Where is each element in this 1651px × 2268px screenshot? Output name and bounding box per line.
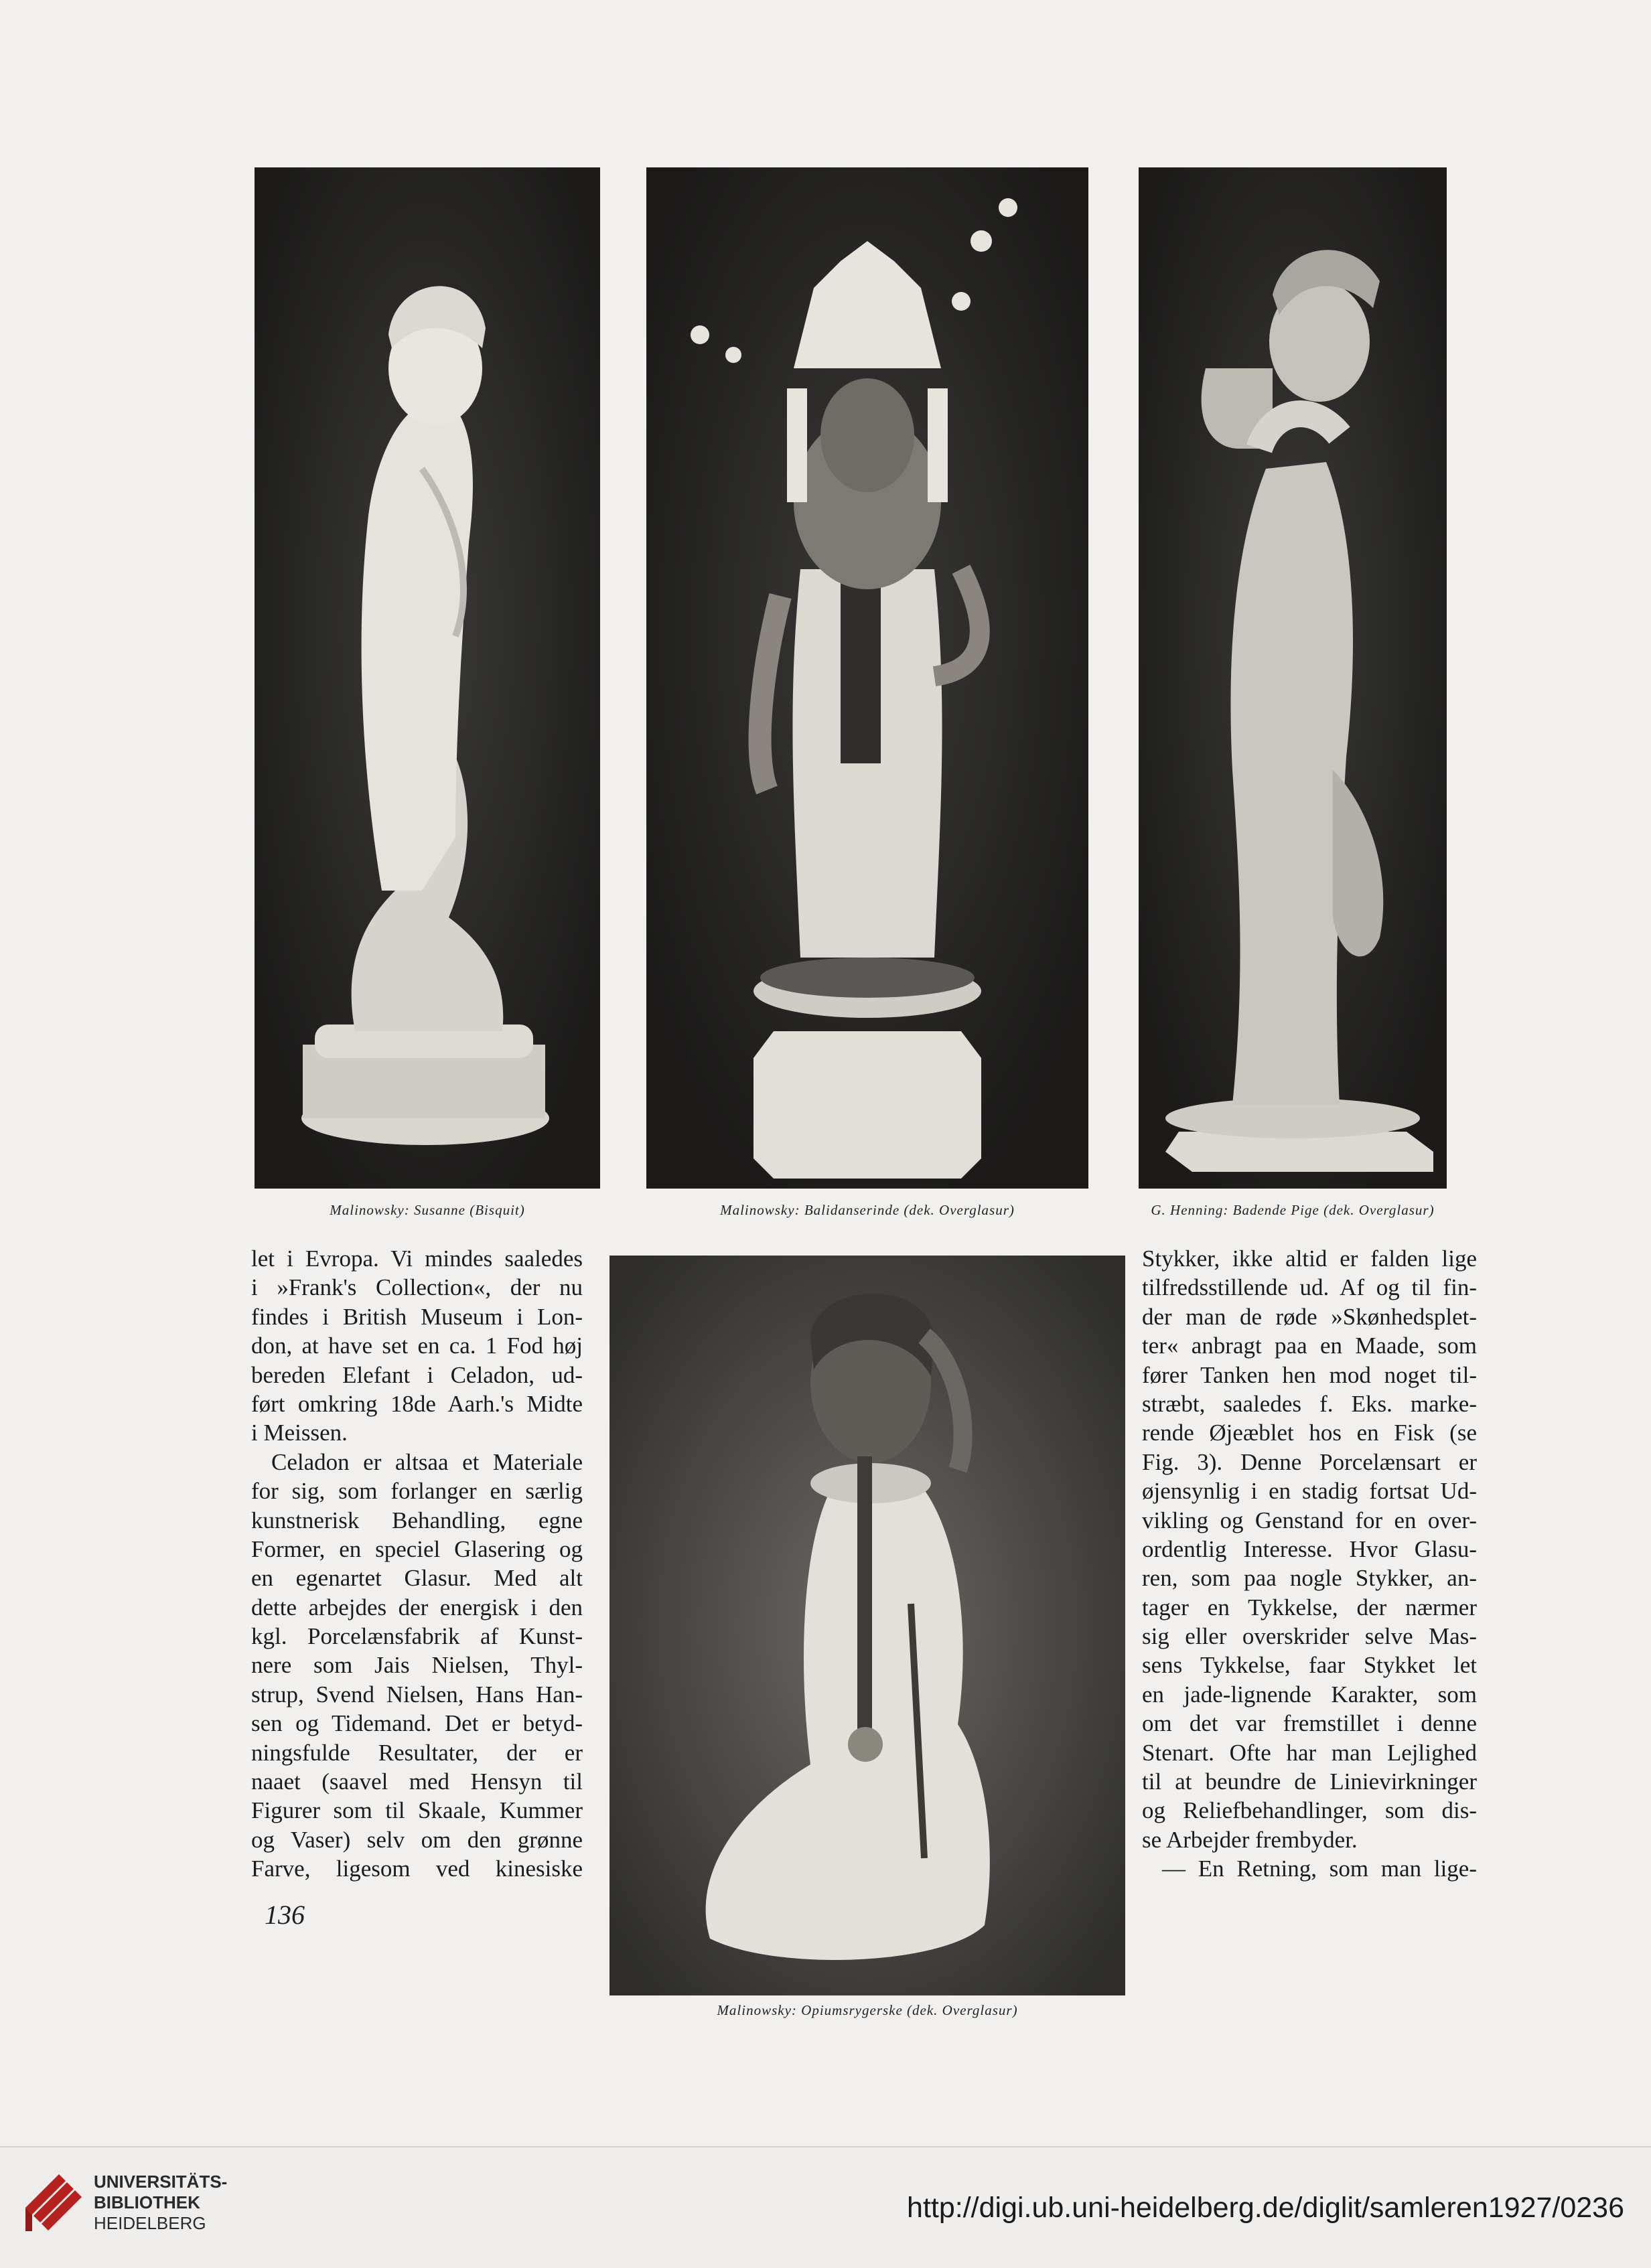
photo-badende-pige [1139, 167, 1447, 1189]
text-line: findes i British Museum i Lon- [251, 1303, 583, 1330]
text-line: en jade-lignende Karakter, som [1142, 1681, 1477, 1708]
text-line: Stykker, ikke altid er falden lige [1142, 1245, 1477, 1272]
right-paragraph-1 [1142, 1244, 1477, 1854]
caption-susanne: Malinowsky: Susanne (Bisquit) [330, 1202, 525, 1218]
library-name-line-1: UNIVERSITÄTS- [94, 2172, 228, 2192]
text-line: og Vaser) selv om den grønne [251, 1826, 583, 1853]
text-line: fører Tanken hen mod noget til- [1142, 1361, 1477, 1388]
text-line: kgl. Porcelænsfabrik af Kunst- [251, 1623, 583, 1650]
text-line: Former, en speciel Glasering og [251, 1535, 583, 1562]
text-line: ren, som paa nogle Stykker, an- [1142, 1565, 1477, 1592]
text-line: øjensynlig i en stadig fortsat Ud- [1142, 1478, 1477, 1505]
text-line: tager en Tykkelse, der nærmer [1142, 1594, 1477, 1620]
text-line: sen og Tidemand. Det er betyd- [251, 1710, 583, 1737]
text-line: naaet (saavel med Hensyn til [251, 1768, 583, 1795]
text-line: bereden Elefant i Celadon, ud- [251, 1361, 583, 1388]
left-text-column [251, 1244, 583, 1884]
figurine-opiumsrygerske-image [609, 1256, 1125, 1995]
text-line: stræbt, saaledes f. Eks. marke- [1142, 1390, 1477, 1417]
text-line: Stenart. Ofte har man Lejlighed [1142, 1739, 1477, 1766]
text-line: don, at have set en ca. 1 Fod høj [251, 1333, 583, 1359]
text-line: til at beundre de Linievirkninger [1142, 1768, 1477, 1795]
text-line: Fig. 3). Denne Porcelænsart er [1142, 1448, 1477, 1475]
text-line: nere som Jais Nielsen, Thyl- [251, 1652, 583, 1679]
text-line: kunstnerisk Behandling, egne [251, 1507, 583, 1533]
text-line: vikling og Genstand for en over- [1142, 1507, 1477, 1533]
text-line: der man de røde »Skønhedsplet- [1142, 1303, 1477, 1330]
right-text-column [1142, 1244, 1477, 1884]
right-paragraph-2 [1142, 1854, 1477, 1883]
text-line: en egenartet Glasur. Med alt [251, 1565, 583, 1592]
footer-bar [0, 2146, 1651, 2268]
text-line: se Arbejder frembyder. [1142, 1826, 1358, 1853]
text-line: Farve, ligesom ved kinesiske [251, 1856, 583, 1882]
library-name-line-2: BIBLIOTHEK [94, 2192, 200, 2212]
text-line: dette arbejdes der energisk i den [251, 1594, 583, 1620]
text-line: ter« anbragt paa en Maade, som [1142, 1333, 1477, 1359]
photo-opiumsrygerske [609, 1256, 1125, 1995]
source-url-link[interactable]: http://digi.ub.uni-heidelberg.de/diglit/samleren1927/0236 [907, 2192, 1624, 2224]
text-line: tilfredsstillende ud. Af og til fin- [1142, 1274, 1477, 1301]
text-line: sens Tykkelse, faar Stykket let [1142, 1652, 1477, 1679]
photo-susanne [255, 167, 600, 1189]
text-line: ordentlig Interesse. Hvor Glasu- [1142, 1535, 1477, 1562]
text-line: og Reliefbehandlinger, som dis- [1142, 1797, 1477, 1824]
library-name [94, 2172, 227, 2234]
library-name-line-3: HEIDELBERG [94, 2213, 206, 2233]
text-line: Figurer som til Skaale, Kummer [251, 1797, 583, 1824]
text-line: i »Frank's Collection«, der nu [251, 1274, 583, 1301]
left-paragraph-1 [251, 1244, 583, 1448]
text-line: ningsfulde Resultater, der er [251, 1739, 583, 1766]
text-line: sig eller overskrider selve Mas- [1142, 1623, 1477, 1650]
text-line: i Meissen. [251, 1420, 348, 1446]
photo-balidanserinde [646, 167, 1088, 1189]
caption-opiumsrygerske: Malinowsky: Opiumsrygerske (dek. Overglasur) [717, 2002, 1018, 2018]
caption-badende-pige: G. Henning: Badende Pige (dek. Overglasur) [1151, 1202, 1435, 1218]
left-paragraph-2 [251, 1448, 583, 1884]
figurine-balidanserinde-image [646, 167, 1088, 1189]
text-line: let i Evropa. Vi mindes saaledes [251, 1245, 583, 1272]
caption-balidanserinde: Malinowsky: Balidanserinde (dek. Overglasur) [720, 1202, 1015, 1218]
text-line: rende Øjeæblet hos en Fisk (se [1142, 1420, 1477, 1446]
text-line: for sig, som forlanger en særlig [251, 1478, 583, 1505]
library-logo-icon [19, 2168, 86, 2235]
text-line: strup, Svend Nielsen, Hans Han- [251, 1681, 583, 1708]
figurine-badende-pige-image [1139, 167, 1447, 1189]
page-number: 136 [265, 1900, 305, 1930]
figurine-susanne-image [255, 167, 600, 1189]
text-line: om det var fremstillet i denne [1142, 1710, 1477, 1737]
text-line: — En Retning, som man lige- [1162, 1856, 1477, 1882]
text-line: ført omkring 18de Aarh.'s Midte [251, 1390, 583, 1417]
text-line: Celadon er altsaa et Materiale [271, 1448, 583, 1475]
